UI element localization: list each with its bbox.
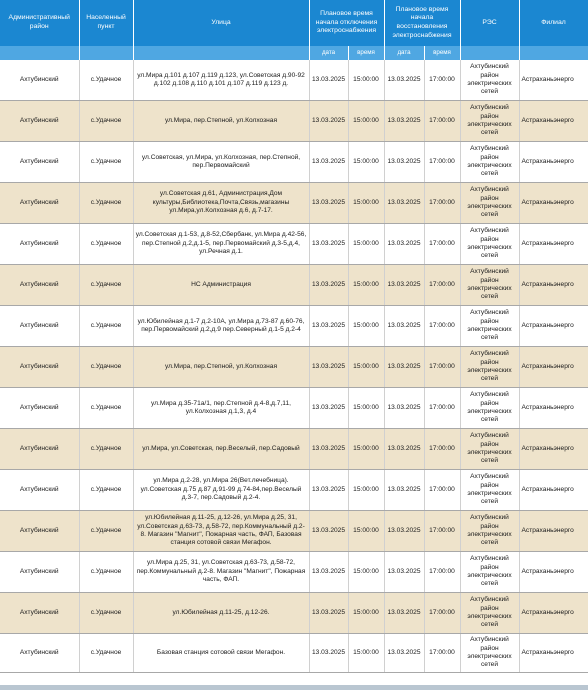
cell-locality: с.Удачное bbox=[79, 470, 133, 511]
cell-street: ул.Юбилейная д.11-25, д.12-26, ул.Мира д.25, 31, ул.Советская д.63-73, д.58-72, пер.Коммунальный д.2-8. Магазин "Магнит", Пожарная часть, ФАП, Базовая станция сотовой связи Мегафон. bbox=[133, 511, 309, 552]
table-row bbox=[0, 429, 588, 470]
subheader-on-date: дата bbox=[384, 46, 424, 60]
cell-on-date: 13.03.2025 bbox=[384, 347, 424, 388]
cell-off-time: 15:00:00 bbox=[348, 224, 384, 265]
subheader-blank bbox=[0, 46, 79, 60]
cell-branch: Астраханьэнерго bbox=[519, 142, 588, 183]
subheader-blank bbox=[460, 46, 519, 60]
cell-branch: Астраханьэнерго bbox=[519, 634, 588, 673]
cell-locality: с.Удачное bbox=[79, 142, 133, 183]
cell-off-time: 15:00:00 bbox=[348, 552, 384, 593]
cell-off-date: 13.03.2025 bbox=[309, 347, 348, 388]
cell-locality: с.Удачное bbox=[79, 183, 133, 224]
table-row bbox=[0, 224, 588, 265]
cell-street: Базовая станция сотовой связи Мегафон. bbox=[133, 634, 309, 673]
cell-off-time: 15:00:00 bbox=[348, 347, 384, 388]
cell-street: ул.Мира, пер.Степной, ул.Колхозная bbox=[133, 101, 309, 142]
cell-on-time: 17:00:00 bbox=[424, 470, 460, 511]
cell-res: Ахтубинский район электрических сетей bbox=[460, 429, 519, 470]
cell-off-date: 13.03.2025 bbox=[309, 429, 348, 470]
cell-off-date: 13.03.2025 bbox=[309, 552, 348, 593]
cell-on-date: 13.03.2025 bbox=[384, 101, 424, 142]
cell-branch: Астраханьэнерго bbox=[519, 429, 588, 470]
cell-off-time: 15:00:00 bbox=[348, 511, 384, 552]
header-restore-time: Плановое время начала восстановления электроснабжения bbox=[384, 0, 460, 46]
cell-locality: с.Удачное bbox=[79, 224, 133, 265]
cell-street: ул.Мира д.2-28, ул.Мира 26(Вет.лечебница). ул.Советская д.75 д.87 д.91-99 д.74-84,пер.Веселый д.3-7, пер.Садовый д.2-4. bbox=[133, 470, 309, 511]
header-branch: Филиал bbox=[519, 0, 588, 46]
table-body bbox=[0, 60, 588, 673]
cell-district: Ахтубинский bbox=[0, 142, 79, 183]
cell-street: ул.Юбилейная д.11-25, д.12-26. bbox=[133, 593, 309, 634]
cell-branch: Астраханьэнерго bbox=[519, 306, 588, 347]
cell-street: ул.Мира, ул.Советская, пер.Веселый, пер.Садовый bbox=[133, 429, 309, 470]
cell-on-time: 17:00:00 bbox=[424, 142, 460, 183]
cell-off-date: 13.03.2025 bbox=[309, 306, 348, 347]
cell-locality: с.Удачное bbox=[79, 552, 133, 593]
cell-on-date: 13.03.2025 bbox=[384, 142, 424, 183]
subheader-off-date: дата bbox=[309, 46, 348, 60]
cell-on-time: 17:00:00 bbox=[424, 101, 460, 142]
cell-res: Ахтубинский район электрических сетей bbox=[460, 183, 519, 224]
cell-district: Ахтубинский bbox=[0, 593, 79, 634]
cell-res: Ахтубинский район электрических сетей bbox=[460, 634, 519, 673]
cell-locality: с.Удачное bbox=[79, 60, 133, 101]
cell-on-time: 17:00:00 bbox=[424, 347, 460, 388]
cell-district: Ахтубинский bbox=[0, 265, 79, 306]
cell-off-date: 13.03.2025 bbox=[309, 265, 348, 306]
cell-res: Ахтубинский район электрических сетей bbox=[460, 593, 519, 634]
cell-street: ул.Мира д.101 д.107 д.119 д.123, ул.Советская д.90-92 д.102 д.108 д.110 д.101 д.107 д.119 д.123 д. bbox=[133, 60, 309, 101]
table-row bbox=[0, 634, 588, 673]
cell-on-time: 17:00:00 bbox=[424, 552, 460, 593]
cell-res: Ахтубинский район электрических сетей bbox=[460, 388, 519, 429]
cell-off-time: 15:00:00 bbox=[348, 593, 384, 634]
cell-district: Ахтубинский bbox=[0, 429, 79, 470]
cell-off-time: 15:00:00 bbox=[348, 183, 384, 224]
cell-branch: Астраханьэнерго bbox=[519, 60, 588, 101]
table-row bbox=[0, 265, 588, 306]
table-header bbox=[0, 0, 588, 60]
cell-res: Ахтубинский район электрических сетей bbox=[460, 142, 519, 183]
table-row bbox=[0, 511, 588, 552]
cell-branch: Астраханьэнерго bbox=[519, 593, 588, 634]
cell-locality: с.Удачное bbox=[79, 265, 133, 306]
subheader-on-time: время bbox=[424, 46, 460, 60]
cell-off-time: 15:00:00 bbox=[348, 470, 384, 511]
cell-res: Ахтубинский район электрических сетей bbox=[460, 60, 519, 101]
cell-res: Ахтубинский район электрических сетей bbox=[460, 470, 519, 511]
cell-on-date: 13.03.2025 bbox=[384, 634, 424, 673]
cell-off-date: 13.03.2025 bbox=[309, 470, 348, 511]
cell-branch: Астраханьэнерго bbox=[519, 388, 588, 429]
cell-res: Ахтубинский район электрических сетей bbox=[460, 265, 519, 306]
cell-locality: с.Удачное bbox=[79, 511, 133, 552]
cell-on-time: 17:00:00 bbox=[424, 183, 460, 224]
cell-on-date: 13.03.2025 bbox=[384, 552, 424, 593]
header-res: РЭС bbox=[460, 0, 519, 46]
cell-on-time: 17:00:00 bbox=[424, 634, 460, 673]
cell-branch: Астраханьэнерго bbox=[519, 347, 588, 388]
cell-locality: с.Удачное bbox=[79, 429, 133, 470]
subheader-off-time: время bbox=[348, 46, 384, 60]
cell-branch: Астраханьэнерго bbox=[519, 265, 588, 306]
cell-off-date: 13.03.2025 bbox=[309, 593, 348, 634]
cell-on-time: 17:00:00 bbox=[424, 306, 460, 347]
cell-district: Ахтубинский bbox=[0, 306, 79, 347]
cell-street: ул.Советская, ул.Мира, ул.Колхозная, пер.Степной, пер.Первомайский bbox=[133, 142, 309, 183]
cell-on-time: 17:00:00 bbox=[424, 429, 460, 470]
cell-on-time: 17:00:00 bbox=[424, 388, 460, 429]
table-row bbox=[0, 470, 588, 511]
cell-off-time: 15:00:00 bbox=[348, 101, 384, 142]
cell-district: Ахтубинский bbox=[0, 552, 79, 593]
cell-district: Ахтубинский bbox=[0, 388, 79, 429]
cell-res: Ахтубинский район электрических сетей bbox=[460, 101, 519, 142]
cell-on-date: 13.03.2025 bbox=[384, 306, 424, 347]
cell-on-time: 17:00:00 bbox=[424, 265, 460, 306]
cell-on-time: 17:00:00 bbox=[424, 224, 460, 265]
table-row bbox=[0, 347, 588, 388]
table-row bbox=[0, 183, 588, 224]
cell-district: Ахтубинский bbox=[0, 470, 79, 511]
cell-on-date: 13.03.2025 bbox=[384, 511, 424, 552]
header-off-time: Плановое время начала отключения электроснабжения bbox=[309, 0, 384, 46]
table-row bbox=[0, 552, 588, 593]
cell-branch: Астраханьэнерго bbox=[519, 224, 588, 265]
cell-off-time: 15:00:00 bbox=[348, 142, 384, 183]
cell-off-date: 13.03.2025 bbox=[309, 60, 348, 101]
cell-street: ул.Советская д.61, Администрация,Дом культуры,Библиотека,Почта,Связь,магазины ул.Мира,ул.Колхозная д.6, д.7-17. bbox=[133, 183, 309, 224]
cell-locality: с.Удачное bbox=[79, 388, 133, 429]
cell-branch: Астраханьэнерго bbox=[519, 552, 588, 593]
header-street: Улица bbox=[133, 0, 309, 46]
header-locality: Населенный пункт bbox=[79, 0, 133, 46]
cell-locality: с.Удачное bbox=[79, 634, 133, 673]
cell-res: Ахтубинский район электрических сетей bbox=[460, 306, 519, 347]
cell-district: Ахтубинский bbox=[0, 224, 79, 265]
cell-locality: с.Удачное bbox=[79, 306, 133, 347]
cell-on-date: 13.03.2025 bbox=[384, 265, 424, 306]
cell-off-date: 13.03.2025 bbox=[309, 142, 348, 183]
cell-district: Ахтубинский bbox=[0, 183, 79, 224]
cell-district: Ахтубинский bbox=[0, 634, 79, 673]
cell-district: Ахтубинский bbox=[0, 101, 79, 142]
cell-off-time: 15:00:00 bbox=[348, 634, 384, 673]
cell-on-date: 13.03.2025 bbox=[384, 470, 424, 511]
cell-res: Ахтубинский район электрических сетей bbox=[460, 552, 519, 593]
cell-branch: Астраханьэнерго bbox=[519, 470, 588, 511]
cell-branch: Астраханьэнерго bbox=[519, 183, 588, 224]
cell-locality: с.Удачное bbox=[79, 347, 133, 388]
cell-locality: с.Удачное bbox=[79, 101, 133, 142]
cell-off-time: 15:00:00 bbox=[348, 60, 384, 101]
cell-res: Ахтубинский район электрических сетей bbox=[460, 347, 519, 388]
cell-on-date: 13.03.2025 bbox=[384, 593, 424, 634]
header-district: Административный район bbox=[0, 0, 79, 46]
subheader-blank bbox=[79, 46, 133, 60]
cell-on-time: 17:00:00 bbox=[424, 511, 460, 552]
cell-street: НС Администрация bbox=[133, 265, 309, 306]
table-row bbox=[0, 306, 588, 347]
cell-res: Ахтубинский район электрических сетей bbox=[460, 224, 519, 265]
cell-off-time: 15:00:00 bbox=[348, 429, 384, 470]
cell-off-date: 13.03.2025 bbox=[309, 634, 348, 673]
table-row bbox=[0, 142, 588, 183]
cell-street: ул.Мира д.35-71а/1, пер.Степной д.4-8,д.7,11, ул.Колхозная д.1,3, д.4 bbox=[133, 388, 309, 429]
table-row bbox=[0, 593, 588, 634]
cell-branch: Астраханьэнерго bbox=[519, 511, 588, 552]
horizontal-scrollbar[interactable] bbox=[0, 685, 588, 690]
cell-on-date: 13.03.2025 bbox=[384, 429, 424, 470]
cell-branch: Астраханьэнерго bbox=[519, 101, 588, 142]
cell-off-date: 13.03.2025 bbox=[309, 101, 348, 142]
cell-street: ул.Юбилейная д.1-7 д.2-10А, ул.Мира д.73-87 д.60-76, пер.Первомайский д.2,д.9 пер.Северный д.1-5 д.2-4 bbox=[133, 306, 309, 347]
cell-off-time: 15:00:00 bbox=[348, 265, 384, 306]
cell-off-date: 13.03.2025 bbox=[309, 388, 348, 429]
cell-district: Ахтубинский bbox=[0, 60, 79, 101]
cell-on-time: 17:00:00 bbox=[424, 593, 460, 634]
cell-res: Ахтубинский район электрических сетей bbox=[460, 511, 519, 552]
cell-street: ул.Советская д.1-53, д.8-52,Сбербанк, ул.Мира д.42-56, пер.Степной д.2,д.1-5, пер.Первомайский д.3-5,д.4, ул.Речная д.1. bbox=[133, 224, 309, 265]
cell-street: ул.Мира, пер.Степной, ул.Колхозная bbox=[133, 347, 309, 388]
table-row bbox=[0, 60, 588, 101]
cell-off-date: 13.03.2025 bbox=[309, 511, 348, 552]
subheader-blank bbox=[519, 46, 588, 60]
cell-district: Ахтубинский bbox=[0, 347, 79, 388]
cell-off-time: 15:00:00 bbox=[348, 306, 384, 347]
cell-off-date: 13.03.2025 bbox=[309, 224, 348, 265]
cell-on-date: 13.03.2025 bbox=[384, 224, 424, 265]
cell-district: Ахтубинский bbox=[0, 511, 79, 552]
cell-off-date: 13.03.2025 bbox=[309, 183, 348, 224]
cell-on-date: 13.03.2025 bbox=[384, 388, 424, 429]
table-row bbox=[0, 101, 588, 142]
cell-on-time: 17:00:00 bbox=[424, 60, 460, 101]
subheader-blank bbox=[133, 46, 309, 60]
cell-street: ул.Мира д.25, 31, ул.Советская д.63-73, д.58-72, пер.Коммунальный д.2-8. Магазин "Магнит", Пожарная часть, ФАП. bbox=[133, 552, 309, 593]
cell-locality: с.Удачное bbox=[79, 593, 133, 634]
cell-on-date: 13.03.2025 bbox=[384, 183, 424, 224]
cell-on-date: 13.03.2025 bbox=[384, 60, 424, 101]
table-row bbox=[0, 388, 588, 429]
cell-off-time: 15:00:00 bbox=[348, 388, 384, 429]
